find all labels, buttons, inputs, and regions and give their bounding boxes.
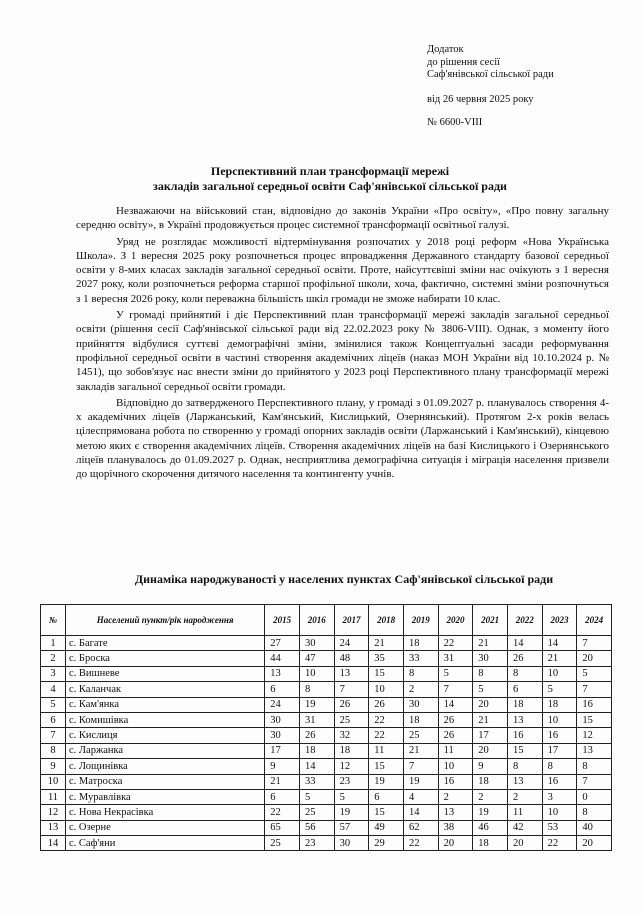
birth-count: 26 <box>438 712 473 727</box>
birth-count: 6 <box>265 789 300 804</box>
birth-count: 33 <box>299 774 334 789</box>
document-title <box>100 164 560 194</box>
birth-count: 5 <box>438 666 473 681</box>
row-number: 14 <box>41 836 66 851</box>
header-year: 2021 <box>473 605 508 636</box>
birth-count: 15 <box>369 759 404 774</box>
birth-count: 21 <box>403 743 438 758</box>
birth-count: 12 <box>334 759 369 774</box>
birth-count: 4 <box>403 789 438 804</box>
birth-count: 42 <box>507 820 542 835</box>
birth-count: 18 <box>473 836 508 851</box>
birth-count: 23 <box>299 836 334 851</box>
birth-count: 18 <box>507 697 542 712</box>
birth-count: 7 <box>577 682 612 697</box>
birth-count: 9 <box>473 759 508 774</box>
birth-count: 16 <box>542 728 577 743</box>
birth-count: 19 <box>403 774 438 789</box>
birth-count: 25 <box>299 805 334 820</box>
birth-count: 20 <box>577 836 612 851</box>
table-title: Динаміка народжуваності у населених пунктах Саф'янівської сільської ради <box>134 572 554 586</box>
birth-count: 26 <box>299 728 334 743</box>
birth-count: 2 <box>403 682 438 697</box>
birth-count: 8 <box>299 682 334 697</box>
birth-count: 18 <box>299 743 334 758</box>
birth-count: 18 <box>542 697 577 712</box>
birth-count: 27 <box>265 636 300 651</box>
birth-count: 19 <box>334 805 369 820</box>
birth-count: 7 <box>403 759 438 774</box>
addendum-decision: до рішення сесії <box>427 56 501 68</box>
birth-count: 20 <box>473 697 508 712</box>
birth-count: 16 <box>577 697 612 712</box>
birth-count: 16 <box>507 728 542 743</box>
settlement-name: с. Матроска <box>66 774 265 789</box>
row-number: 3 <box>41 666 66 681</box>
birth-count: 7 <box>577 636 612 651</box>
birth-count: 26 <box>369 697 404 712</box>
settlement-name: с. Лощинівка <box>66 759 265 774</box>
birth-count: 15 <box>369 666 404 681</box>
row-number: 4 <box>41 682 66 697</box>
table-row <box>41 789 612 804</box>
birth-count: 8 <box>473 666 508 681</box>
birth-count: 18 <box>403 712 438 727</box>
birth-count: 19 <box>369 774 404 789</box>
paragraph-1: Незважаючи на військовий стан, відповідно до законів України «Про освіту», «Про повну загальну середню освіту», в Україні продовжується процес системної трансформації освітньої галузі. <box>76 205 609 232</box>
row-number: 9 <box>41 759 66 774</box>
table-row <box>41 712 612 727</box>
birth-count: 5 <box>334 789 369 804</box>
header-year: 2018 <box>369 605 404 636</box>
header-year: 2020 <box>438 605 473 636</box>
birth-count: 14 <box>438 697 473 712</box>
birth-count: 5 <box>577 666 612 681</box>
birth-count: 18 <box>473 774 508 789</box>
paragraph-2: Уряд не розглядає можливості відтермінування розпочатих у 2018 році реформ «Нова Українська Школа». З 1 вересня 2025 року розпочнеться процес впровадження Державного стандарту базової середньої освіти у 8-мих класах закладів загальної середньої освіти. Проте, найсуттєвіші зміни нас очікують з 1 вересня 2027 року, коли розпочнеться реформа старшої профільної школи, хоча, фактично, системні зміни розпочнуться з 1 вересня 2026 року, коли переважна більшість шкіл громади не зможе набирати 10 клас. <box>76 235 609 305</box>
birth-count: 14 <box>542 636 577 651</box>
table-row <box>41 697 612 712</box>
header-settlement: Населений пункт/рік народження <box>66 605 265 636</box>
birth-count: 10 <box>369 682 404 697</box>
birth-rate-table <box>40 604 612 851</box>
birth-count: 11 <box>369 743 404 758</box>
birth-count: 20 <box>438 836 473 851</box>
birth-count: 31 <box>299 712 334 727</box>
birth-count: 5 <box>299 789 334 804</box>
birth-count: 47 <box>299 651 334 666</box>
birth-count: 30 <box>265 728 300 743</box>
settlement-name: с. Вишневе <box>66 666 265 681</box>
birth-count: 2 <box>507 789 542 804</box>
birth-count: 21 <box>265 774 300 789</box>
birth-count: 17 <box>542 743 577 758</box>
row-number: 5 <box>41 697 66 712</box>
table-row <box>41 682 612 697</box>
paragraph-3: У громаді прийнятий і діє Перспективний план трансформації мережі закладів загальної середньої освіти (рішення сесії Саф'янівської сільської ради від 22.02.2023 року № 3806-VIII). Однак, з моменту його прийняття відбулися суттєві демографічні зміни, змінилися також Концептуальні засади реформування профільної середньої освіти в частині створення академічних ліцеїв (наказ МОН України від 10.10.2024 р. № 1451), що зобов'язує нас внести зміни до прийнятого у 2023 році Перспективного плану трансформації мережі закладів загальної середньої освіти громади. <box>76 309 609 393</box>
birth-count: 30 <box>473 651 508 666</box>
addendum-number: № 6600-VIII <box>427 117 483 128</box>
birth-count: 53 <box>542 820 577 835</box>
birth-count: 30 <box>403 697 438 712</box>
birth-count: 13 <box>265 666 300 681</box>
birth-count: 26 <box>438 728 473 743</box>
birth-count: 8 <box>507 759 542 774</box>
settlement-name: с. Каланчак <box>66 682 265 697</box>
birth-count: 46 <box>473 820 508 835</box>
row-number: 13 <box>41 820 66 835</box>
birth-count: 25 <box>403 728 438 743</box>
birth-count: 17 <box>265 743 300 758</box>
birth-count: 6 <box>369 789 404 804</box>
title-line-1: Перспективний план трансформації мережі <box>210 164 450 178</box>
birth-count: 22 <box>369 712 404 727</box>
settlement-name: с. Комишівка <box>66 712 265 727</box>
birth-count: 26 <box>507 651 542 666</box>
table-row <box>41 759 612 774</box>
birth-count: 13 <box>577 743 612 758</box>
row-number: 2 <box>41 651 66 666</box>
addendum-council: Саф'янівської сільської ради <box>427 69 554 80</box>
addendum-block <box>427 44 554 130</box>
birth-count: 16 <box>438 774 473 789</box>
birth-count: 5 <box>542 682 577 697</box>
birth-count: 10 <box>299 666 334 681</box>
table-row <box>41 636 612 651</box>
birth-count: 21 <box>369 636 404 651</box>
birth-count: 19 <box>473 805 508 820</box>
birth-count: 38 <box>438 820 473 835</box>
row-number: 12 <box>41 805 66 820</box>
birth-count: 16 <box>542 774 577 789</box>
header-year: 2016 <box>299 605 334 636</box>
settlement-name: с. Нова Некрасівка <box>66 805 265 820</box>
header-year: 2015 <box>265 605 300 636</box>
birth-count: 2 <box>473 789 508 804</box>
birth-count: 22 <box>369 728 404 743</box>
birth-count: 15 <box>369 805 404 820</box>
birth-count: 18 <box>334 743 369 758</box>
birth-count: 24 <box>334 636 369 651</box>
settlement-name: с. Ларжанка <box>66 743 265 758</box>
birth-count: 8 <box>577 805 612 820</box>
settlement-name: с. Багате <box>66 636 265 651</box>
birth-count: 8 <box>507 666 542 681</box>
birth-count: 5 <box>473 682 508 697</box>
birth-count: 25 <box>334 712 369 727</box>
table-row <box>41 651 612 666</box>
birth-count: 7 <box>334 682 369 697</box>
birth-count: 10 <box>542 805 577 820</box>
birth-count: 10 <box>542 712 577 727</box>
birth-count: 10 <box>438 759 473 774</box>
birth-count: 56 <box>299 820 334 835</box>
birth-count: 21 <box>473 712 508 727</box>
birth-count: 11 <box>438 743 473 758</box>
birth-count: 18 <box>403 636 438 651</box>
birth-count: 29 <box>369 836 404 851</box>
settlement-name: с. Саф'яни <box>66 836 265 851</box>
row-number: 11 <box>41 789 66 804</box>
birth-count: 20 <box>577 651 612 666</box>
table-row <box>41 820 612 835</box>
birth-count: 65 <box>265 820 300 835</box>
paragraph-4: Відповідно до затвердженого Перспективного плану, у громаді з 01.09.2027 р. планувалось створення 4-х академічних ліцеїв (Ларжанський, Кам'янський, Кислицький, Озернянський). Протягом 2-х років велась цілеспрямована робота по створенню у громаді опорних закладів освіти (Ларжанський і Кам'янський), кінцевою метою яких є створення академічних ліцеїв. Створення академічних ліцеїв на базі Кислицького і Озернянського ліцеїв планувалось до 01.09.2027 р. Однак, несприятлива демографічна ситуація і міграція населення призвели до щорічного скорочення дитячого населення та контингенту учнів. <box>76 396 609 481</box>
header-year: 2017 <box>334 605 369 636</box>
header-year: 2019 <box>403 605 438 636</box>
birth-count: 30 <box>334 836 369 851</box>
birth-count: 10 <box>542 666 577 681</box>
addendum-label: Додаток <box>427 44 464 55</box>
birth-count: 31 <box>438 651 473 666</box>
birth-count: 44 <box>265 651 300 666</box>
birth-count: 14 <box>507 636 542 651</box>
row-number: 6 <box>41 712 66 727</box>
settlement-name: с. Муравлівка <box>66 789 265 804</box>
addendum-date: від 26 червня 2025 року <box>427 93 534 105</box>
birth-count: 21 <box>542 651 577 666</box>
birth-count: 17 <box>473 728 508 743</box>
birth-count: 0 <box>577 789 612 804</box>
birth-count: 3 <box>542 789 577 804</box>
birth-count: 15 <box>577 712 612 727</box>
birth-count: 20 <box>473 743 508 758</box>
table-row <box>41 743 612 758</box>
birth-count: 6 <box>507 682 542 697</box>
title-line-2: закладів загальної середньої освіти Саф'янівської сільської ради <box>153 179 507 193</box>
row-number: 10 <box>41 774 66 789</box>
birth-count: 32 <box>334 728 369 743</box>
birth-count: 2 <box>438 789 473 804</box>
birth-count: 24 <box>265 697 300 712</box>
birth-count: 30 <box>265 712 300 727</box>
birth-count: 14 <box>299 759 334 774</box>
birth-count: 35 <box>369 651 404 666</box>
header-year: 2022 <box>507 605 542 636</box>
birth-count: 12 <box>577 728 612 743</box>
table-row <box>41 666 612 681</box>
birth-count: 8 <box>542 759 577 774</box>
birth-count: 13 <box>438 805 473 820</box>
birth-count: 25 <box>265 836 300 851</box>
row-number: 1 <box>41 636 66 651</box>
table-row <box>41 836 612 851</box>
birth-count: 13 <box>334 666 369 681</box>
header-number: № <box>41 605 66 636</box>
birth-count: 26 <box>334 697 369 712</box>
birth-count: 48 <box>334 651 369 666</box>
birth-count: 13 <box>507 774 542 789</box>
birth-count: 22 <box>403 836 438 851</box>
birth-count: 22 <box>265 805 300 820</box>
birth-count: 7 <box>438 682 473 697</box>
table-header-row <box>41 605 612 636</box>
birth-count: 23 <box>334 774 369 789</box>
birth-count: 8 <box>403 666 438 681</box>
birth-count: 62 <box>403 820 438 835</box>
header-year: 2023 <box>542 605 577 636</box>
table-row <box>41 774 612 789</box>
settlement-name: с. Броска <box>66 651 265 666</box>
settlement-name: с. Кам'янка <box>66 697 265 712</box>
table-row <box>41 805 612 820</box>
birth-count: 20 <box>507 836 542 851</box>
birth-count: 22 <box>438 636 473 651</box>
body-text <box>76 204 609 484</box>
birth-count: 57 <box>334 820 369 835</box>
birth-count: 30 <box>299 636 334 651</box>
birth-count: 49 <box>369 820 404 835</box>
row-number: 7 <box>41 728 66 743</box>
birth-count: 7 <box>577 774 612 789</box>
birth-count: 21 <box>473 636 508 651</box>
birth-count: 15 <box>507 743 542 758</box>
birth-count: 14 <box>403 805 438 820</box>
birth-count: 6 <box>265 682 300 697</box>
settlement-name: с. Кислиця <box>66 728 265 743</box>
birth-count: 11 <box>507 805 542 820</box>
row-number: 8 <box>41 743 66 758</box>
settlement-name: с. Озерне <box>66 820 265 835</box>
birth-count: 13 <box>507 712 542 727</box>
table-body <box>41 636 612 851</box>
table-row <box>41 728 612 743</box>
birth-count: 33 <box>403 651 438 666</box>
birth-count: 19 <box>299 697 334 712</box>
birth-count: 22 <box>542 836 577 851</box>
birth-count: 9 <box>265 759 300 774</box>
birth-count: 40 <box>577 820 612 835</box>
birth-count: 8 <box>577 759 612 774</box>
header-year: 2024 <box>577 605 612 636</box>
